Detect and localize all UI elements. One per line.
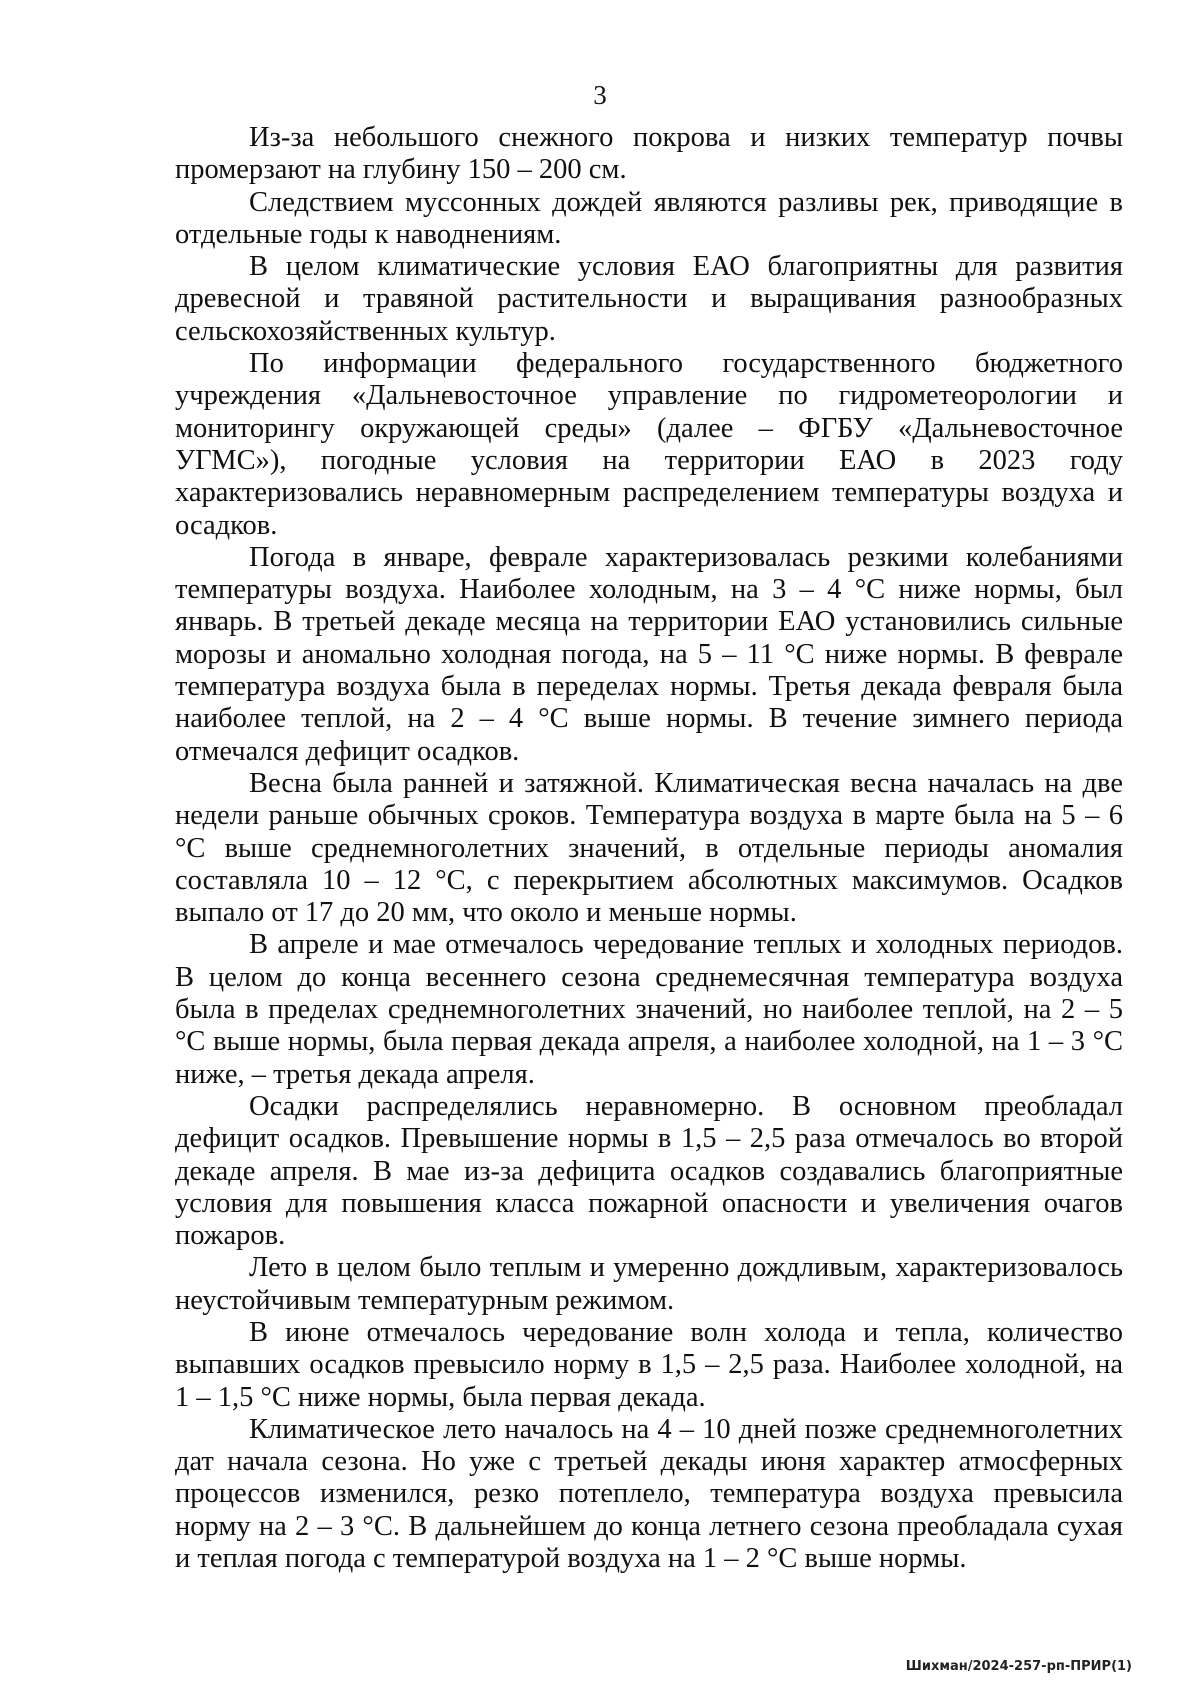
paragraph: В апреле и мае отмечалось чередование теплых и холодных периодов. В целом до конца весеннего сезона среднемесячная температура воздуха была в пределах среднемноголетних значений, но наиболее теплой, на 2 – 5 °С выше нормы, была первая декада апреля, а наиболее холодной, на 1 – 3 °С ниже, – третья декада апреля.	[175, 929, 1123, 1090]
paragraph: Из-за небольшого снежного покрова и низких температур почвы промерзают на глубину 150 – 200 см.	[175, 122, 1123, 186]
paragraph: В июне отмечалось чередование волн холода и тепла, количество выпавших осадков превысило норму в 1,5 – 2,5 раза. Наиболее холодной, на 1 – 1,5 °С ниже нормы, была первая декада.	[175, 1316, 1123, 1413]
paragraph: Погода в январе, феврале характеризовалась резкими колебаниями температуры воздуха. Наиболее холодным, на 3 – 4 °С ниже нормы, был январь. В третьей декаде месяца на территории ЕАО установились сильные морозы и аномально холодная погода, на 5 – 11 °С ниже нормы. В феврале температура воздуха была в переделах нормы. Третья декада февраля была наиболее теплой, на 2 – 4 °С выше нормы. В течение зимнего периода отмечался дефицит осадков.	[175, 541, 1123, 767]
document-body	[175, 122, 1123, 1575]
document-id-stamp: Шихман/2024-257-рп-ПРИР(1)	[905, 1659, 1132, 1674]
paragraph: Осадки распределялись неравномерно. В основном преобладал дефицит осадков. Превышение нормы в 1,5 – 2,5 раза отмечалось во второй декаде апреля. В мае из-за дефицита осадков создавались благоприятные условия для повышения класса пожарной опасности и увеличения очагов пожаров.	[175, 1090, 1123, 1252]
paragraph: Климатическое лето началось на 4 – 10 дней позже среднемноголетних дат начала сезона. Но уже с третьей декады июня характер атмосферных процессов изменился, резко потеплело, температура воздуха превысила норму на 2 – 3 °С. В дальнейшем до конца летнего сезона преобладала сухая и теплая погода с температурой воздуха на 1 – 2 °С выше нормы.	[175, 1413, 1123, 1575]
paragraph: В целом климатические условия ЕАО благоприятны для развития древесной и травяной растительности и выращивания разнообразных сельскохозяйственных культур.	[175, 251, 1123, 347]
paragraph: По информации федерального государственного бюджетного учреждения «Дальневосточное управление по гидрометеорологии и мониторингу окружающей среды» (далее – ФГБУ «Дальневосточное УГМС»), погодные условия на территории ЕАО в 2023 году характеризовались неравномерным распределением температуры воздуха и осадков.	[175, 348, 1123, 541]
page-number: 3	[593, 80, 607, 110]
paragraph: Лето в целом было теплым и умеренно дождливым, характеризовалось неустойчивым температурным режимом.	[175, 1252, 1123, 1316]
paragraph: Следствием муссонных дождей являются разливы рек, приводящие в отдельные годы к наводнениям.	[175, 186, 1123, 250]
paragraph: Весна была ранней и затяжной. Климатическая весна началась на две недели раньше обычных сроков. Температура воздуха в марте была на 5 – 6 °С выше среднемноголетних значений, в отдельные периоды аномалия составляла 10 – 12 °С, с перекрытием абсолютных максимумов. Осадков выпало от 17 до 20 мм, что около и меньше нормы.	[175, 767, 1123, 929]
